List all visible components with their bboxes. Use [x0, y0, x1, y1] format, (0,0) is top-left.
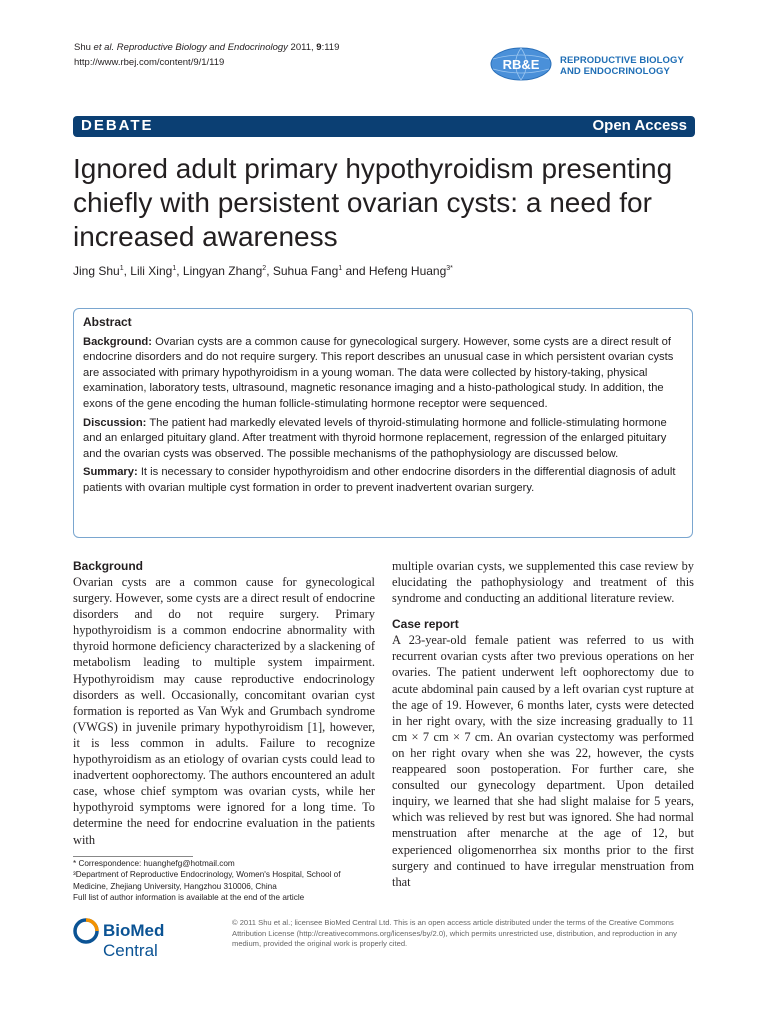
author-info-note: Full list of author information is available at the end of the article [73, 892, 305, 902]
abstract-discussion: Discussion: The patient had markedly elevated levels of thyroid-stimulating hormone and follicle-stimulating hormone and an enlarged pituitary gland. After treatment with thyroid hormone replacement, regression of the enlarged pituitary and the ovarian cysts was observed. The possible mechanisms of the pathophysiology are discussed below. [83, 416, 667, 460]
author-affiliation-mark: 1 [338, 265, 343, 272]
citation-etal: et al. [93, 42, 115, 53]
author-affiliation-mark: 1 [172, 265, 177, 272]
author-separator: , [266, 264, 273, 278]
author-name: Jing Shu [73, 264, 120, 278]
author-name: Hefeng Huang [368, 264, 447, 278]
abstract-heading: Abstract [83, 315, 132, 329]
case-report-paragraph: A 23-year-old female patient was referred to us with recurrent ovarian cysts after two previous operations on her ovaries. The patient underwent left oophorectomy due to acute abdominal pain caused by a left ovarian cyst rupture at the age of 19. However, 6 months later, cysts were detected in her right ovary, with the size increasing gradually to 11 cm × 7 cm × 7 cm. An ovarian cystectomy was performed on her right ovary when she was 22, however, the cysts reappeared soon postoperation. For further care, she consulted our gynecology department. Upon detailed inquiry, we learned that she had slight malaise for 5 years, which was relieved by rest but was ignored. She had normal menstruation after menarche at the age of 12, but experienced oligomenorrhea six months prior to the first surgery and continued to have irregular menstruation from that [392, 633, 694, 889]
case-report-heading: Case report [392, 617, 459, 632]
left-column [73, 558, 375, 848]
citation-year: 2011, [290, 42, 314, 53]
footnote-divider [73, 856, 193, 857]
citation-header [74, 40, 339, 70]
author-separator: , [176, 264, 183, 278]
copyright-notice: © 2011 Shu et al.; licensee BioMed Central Ltd. This is an open access article distributed under the terms of the Creative Commons Attribution License (http://creativecommons.org/licenses/by/2.0), which permits unrestricted use, distribution, and reproduction in any medium, provided the original work is properly cited. [232, 918, 677, 948]
biomed-logo-icon [73, 918, 99, 944]
abstract-box [73, 308, 693, 538]
article-type: DEBATE [81, 117, 154, 134]
affiliation-note: ³Department of Reproductive Endocrinology, Women's Hospital, School of Medicine, Zhejiang University, Hangzhou 310006, China [73, 870, 341, 891]
publisher-rest: Central [103, 941, 158, 960]
citation-volume: 9 [316, 42, 322, 53]
author-separator: and [342, 264, 369, 278]
citation-authors: Shu [74, 42, 91, 53]
author-affiliation-mark: 1 [119, 265, 124, 272]
author-name: Lili Xing [130, 264, 173, 278]
background-heading: Background [73, 559, 144, 573]
publisher-bold: BioMed [103, 921, 165, 940]
right-column [392, 558, 694, 890]
citation-article: :119 [321, 42, 340, 53]
author-affiliation-mark: 2 [262, 265, 267, 272]
author-list [73, 264, 453, 278]
background-paragraph: Ovarian cysts are a common cause for gynecological surgery. However, some cysts are a direct result of endocrine disorders and do not require surgery. Primary hypothyroidism is a common endocrine abnormality with thyroid hormone deficiency characterized by a slackening of metabolism leading to multiple system impairment. Hypothyroidism may cause reproductive endocrinology disorders as well. Occasionally, concomitant ovarian cyst formation is reported as Van Wyk and Grumbach syndrome (VWGS) in juvenile primary hypothyroidism [1], however, it is less common in adults. Failure to recognize hypothyroidism as an etiology of ovarian cysts could lead to inadvertent oophorectomy. The authors encountered an adult case, whose chief symptom was ovarian cysts, while her hypothyroid symptoms were ignored for a long time. To determine the need for endocrine evaluation in the patients with [73, 575, 375, 847]
correspondence-note: * Correspondence: huanghefg@hotmail.com [73, 859, 235, 868]
abstract-background: Background: Ovarian cysts are a common cause for gynecological surgery. However, some cysts are a direct result of endocrine disorders and do not require surgery. This report describes an unusual case in which persistent ovarian cysts are associated with primary hypothyroidism in a young woman. The data were collected by history-taking, physical examination, laboratory tests, ultrasound, magnetic resonance imaging and a histo-pathological study. In addition, the exons of the gene encoding the human follicle-stimulating hormone receptor were sequenced. [83, 335, 674, 410]
open-access-label: Open Access [592, 117, 687, 134]
globe-icon [490, 47, 552, 81]
footnotes [73, 858, 375, 903]
author-affiliation-mark: 3* [446, 265, 453, 272]
author-separator: , [123, 264, 131, 278]
author-name: Suhua Fang [272, 264, 339, 278]
logo-line-1: REPRODUCTIVE BIOLOGY [560, 55, 684, 66]
abstract-summary: Summary: It is necessary to consider hypothyroidism and other endocrine disorders in the differential diagnosis of adult patients with ovarian multiple cyst formation in order to prevent inadvertent ovarian surgery. [83, 466, 676, 494]
continuation-paragraph: multiple ovarian cysts, we supplemented this case review by elucidating the pathophysiology and treatment of this syndrome and conducting an additional literature review. [392, 559, 694, 606]
citation-journal: Reproductive Biology and Endocrinology [116, 42, 288, 53]
article-title: Ignored adult primary hypothyroidism presenting chiefly with persistent ovarian cysts: a need for increased awareness [73, 153, 673, 252]
author-name: Lingyan Zhang [182, 264, 263, 278]
logo-badge-text: RB&E [502, 57, 540, 72]
article-type-banner [73, 116, 695, 137]
logo-line-2: AND ENDOCRINOLOGY [560, 66, 670, 77]
citation-url[interactable]: http://www.rbej.com/content/9/1/119 [74, 57, 225, 68]
biomed-central-logo [73, 916, 223, 960]
journal-logo [490, 47, 690, 87]
